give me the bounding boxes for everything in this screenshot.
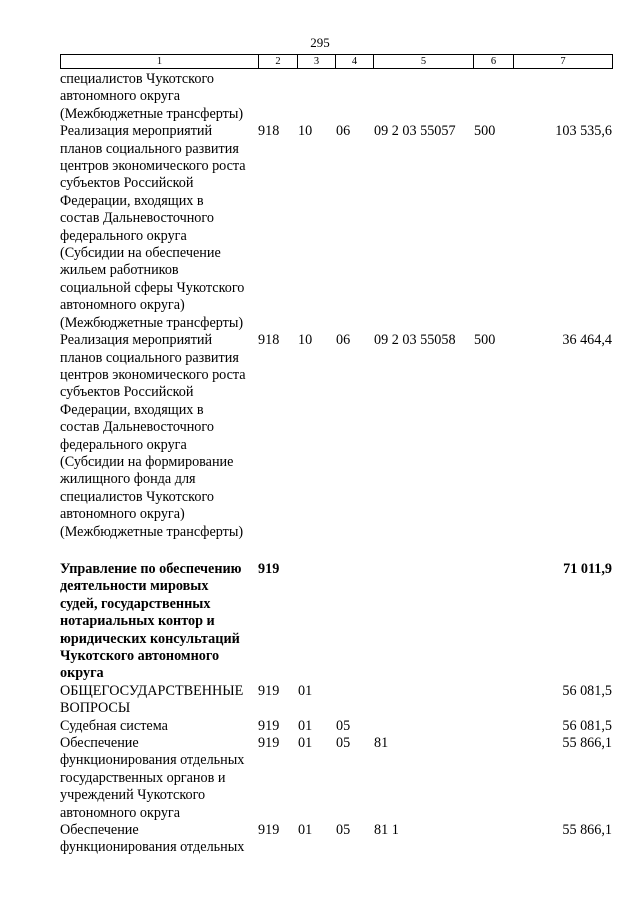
header-col-2: 2 (259, 55, 298, 69)
target-article-code: 81 (374, 735, 389, 752)
column-header-row (60, 54, 613, 69)
row-name: Обеспечение функционирования отдельных государственных органов и учреждений Чукотского автономного округа (60, 735, 245, 821)
amount: 55 866,1 (562, 735, 612, 752)
section-code: 01 (298, 717, 313, 734)
target-article-code: 09 2 03 55057 (374, 123, 456, 140)
table-row (60, 123, 612, 332)
subsection-code: 06 (336, 332, 351, 349)
subsection-code: 06 (336, 123, 351, 140)
ministry-code: 918 (258, 123, 280, 140)
ministry-code: 919 (258, 717, 280, 734)
row-name: Обеспечение функционирования отдельных (60, 822, 245, 856)
row-name: Реализация мероприятий планов социального развития центров экономического роста субъектов Российской Федерации, входящих в состав Дальневосточного федерального округа (Субсидии на формирование жилищного фонда для специалистов Чукотского автономного округа) (Межбюджетные трансферты) (60, 332, 246, 540)
ministry-code: 919 (258, 735, 280, 752)
amount: 56 081,5 (562, 717, 612, 734)
row-name: специалистов Чукотского автономного округа (Межбюджетные трансферты) (60, 71, 244, 122)
table-row (60, 561, 612, 683)
amount: 36 464,4 (562, 332, 612, 349)
row-name: Управление по обеспечению деятельности мировых судей, государственных нотариальных контор и юридических консультаций Чукотского автономного округа (60, 560, 242, 682)
subsection-code: 05 (336, 735, 351, 752)
section-code: 10 (298, 123, 313, 140)
target-article-code: 09 2 03 55058 (374, 332, 456, 349)
subsection-code: 05 (336, 822, 351, 839)
ministry-code: 918 (258, 332, 280, 349)
ministry-code: 919 (258, 682, 280, 699)
subsection-code: 05 (336, 717, 351, 734)
row-name: Реализация мероприятий планов социального развития центров экономического роста субъектов Российской Федерации, входящих в состав Дальневосточного федерального округа (Субсидии на обеспечение жильем работников социальной сферы Чукотского автономного округа) (Межбюджетные трансферты) (60, 123, 246, 331)
header-col-1: 1 (61, 55, 259, 69)
ministry-code: 919 (258, 560, 280, 577)
row-name: ОБЩЕГОСУДАРСТВЕННЫЕ ВОПРОСЫ (60, 682, 244, 717)
section-code: 10 (298, 332, 313, 349)
target-article-code: 81 1 (374, 822, 399, 839)
table-row (60, 735, 612, 822)
section-code: 01 (298, 735, 313, 752)
table-row (60, 71, 612, 123)
header-col-4: 4 (336, 55, 374, 69)
amount: 71 011,9 (563, 560, 612, 577)
header-col-3: 3 (298, 55, 336, 69)
expense-type-code: 500 (474, 332, 496, 349)
table-row (60, 822, 612, 857)
table-row (60, 683, 612, 718)
ministry-code: 919 (258, 822, 280, 839)
page-number: 295 (310, 35, 330, 50)
table-row (60, 332, 612, 541)
section-code: 01 (298, 682, 313, 699)
row-name: Судебная система (60, 717, 168, 734)
header-col-6: 6 (474, 55, 514, 69)
amount: 56 081,5 (562, 682, 612, 699)
header-col-5: 5 (374, 55, 474, 69)
amount: 55 866,1 (562, 822, 612, 839)
section-code: 01 (298, 822, 313, 839)
header-col-7: 7 (514, 55, 613, 69)
expense-type-code: 500 (474, 123, 496, 140)
table-row (60, 718, 612, 735)
amount: 103 535,6 (555, 123, 612, 140)
budget-table-body (60, 71, 612, 857)
